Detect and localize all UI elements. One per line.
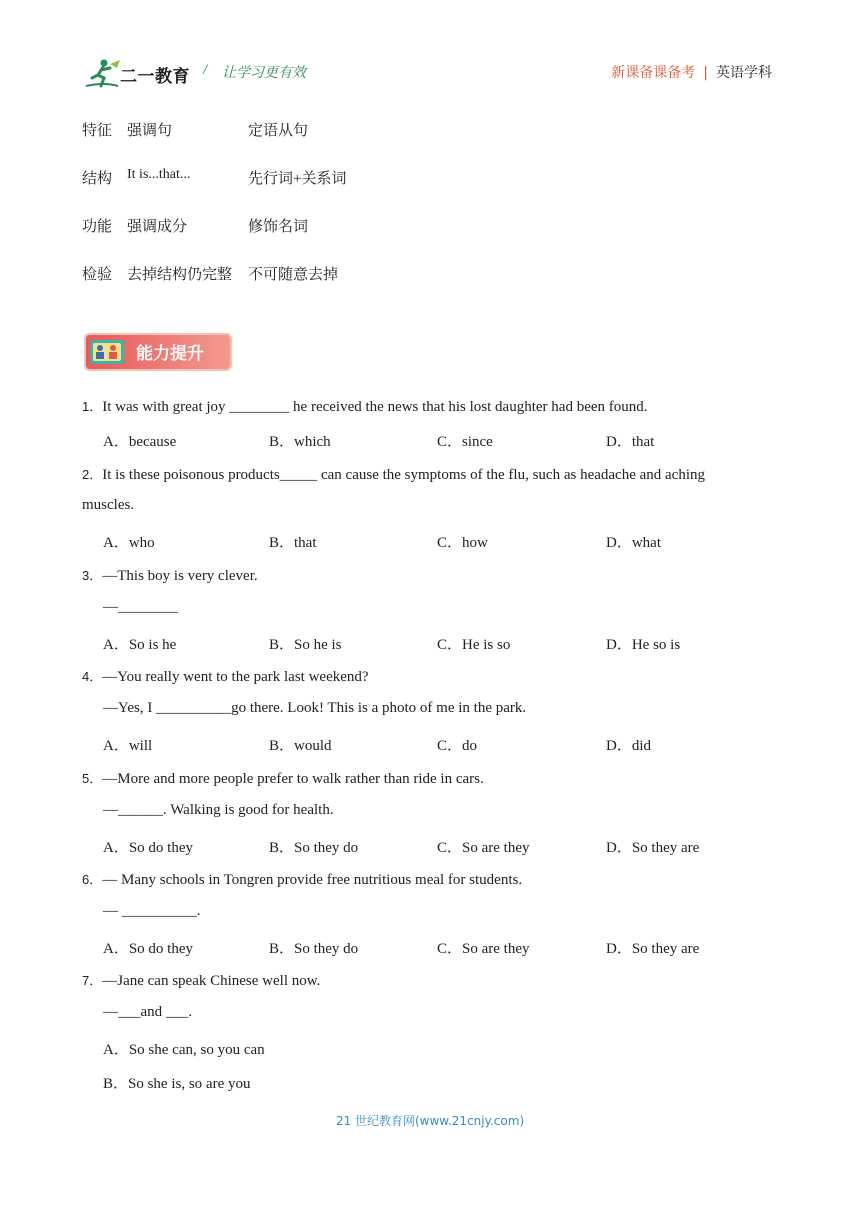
stem-text: —More and more people prefer to walk rather than ride in cars.	[102, 771, 484, 787]
emphatic-cell: 强调成分	[127, 219, 188, 235]
header-separator: |	[703, 65, 708, 81]
course-label: 新课备课备考	[611, 65, 696, 81]
logo-text: 二一教育	[120, 67, 190, 87]
emphatic-cell: It is...that...	[127, 167, 191, 182]
row-label: 特征	[82, 123, 113, 139]
question-stem	[82, 970, 320, 990]
question-number: 7．	[82, 973, 103, 988]
question-stem	[82, 396, 648, 416]
question-number: 4．	[82, 669, 103, 684]
row-label: 结构	[82, 171, 113, 187]
question-stem	[82, 464, 705, 484]
stem-text: — Many schools in Tongren provide free nutritious meal for students.	[102, 872, 523, 888]
page-footer: 21 世纪教育网(www.21cnjy.com)	[335, 1114, 525, 1128]
option-d[interactable]: D．what	[606, 535, 661, 551]
option-b[interactable]: B．which	[269, 434, 331, 450]
stem-text: —This boy is very clever.	[102, 568, 258, 584]
option-b[interactable]: B．So she is, so are you	[103, 1076, 251, 1092]
option-a[interactable]: A．So she can, so you can	[103, 1042, 265, 1058]
question-number: 5．	[82, 771, 103, 786]
option-b[interactable]: B．that	[269, 535, 317, 551]
relative-cell: 定语从句	[248, 123, 309, 139]
option-a[interactable]: A．So do they	[103, 840, 194, 856]
option-d[interactable]: D．did	[606, 738, 652, 754]
slogan: 让学习更有效	[222, 65, 306, 81]
option-b[interactable]: B．So they do	[269, 941, 359, 957]
option-c[interactable]: C．So are they	[437, 941, 530, 957]
subject-label: 英语学科	[716, 65, 772, 81]
option-a[interactable]: A．because	[103, 434, 177, 450]
question-stem	[82, 666, 369, 686]
option-d[interactable]: D．So they are	[606, 840, 700, 856]
section-banner	[84, 333, 232, 371]
option-d[interactable]: D．So they are	[606, 941, 700, 957]
reply-line: —________	[103, 599, 178, 615]
option-a[interactable]: A．will	[103, 738, 153, 754]
stem-text: —Jane can speak Chinese well now.	[102, 973, 321, 989]
reply-line: — __________.	[103, 903, 201, 919]
row-label: 检验	[82, 267, 113, 283]
stem-text: It was with great joy ________ he received the news that his lost daughter had been found.	[102, 399, 648, 415]
option-b[interactable]: B．So he is	[269, 637, 342, 653]
option-c[interactable]: C．since	[437, 434, 493, 450]
stem-text: —You really went to the park last weekend?	[102, 669, 369, 685]
option-c[interactable]: C．He is so	[437, 637, 511, 653]
reply-line: —______. Walking is good for health.	[103, 802, 334, 818]
emphatic-cell: 强调句	[127, 123, 173, 139]
banner-title: 能力提升	[136, 344, 204, 364]
option-a[interactable]: A．So do they	[103, 941, 194, 957]
option-a[interactable]: A．So is he	[103, 637, 177, 653]
relative-cell: 修饰名词	[248, 219, 309, 235]
question-stem	[82, 869, 522, 889]
question-stem	[82, 565, 258, 585]
header-right	[611, 62, 772, 82]
people-board-icon	[90, 340, 124, 364]
option-c[interactable]: C．So are they	[437, 840, 530, 856]
reply-line: —___and ___.	[103, 1004, 193, 1020]
question-number: 6．	[82, 872, 103, 887]
question-number: 1．	[82, 399, 103, 414]
row-label: 功能	[82, 219, 113, 235]
option-d[interactable]: D．He so is	[606, 637, 681, 653]
reply-line: —Yes, I __________go there. Look! This is a photo of me in the park.	[103, 700, 527, 716]
stem-continuation: muscles.	[82, 497, 135, 513]
option-b[interactable]: B．would	[269, 738, 332, 754]
page-header	[0, 0, 860, 100]
question-number: 2．	[82, 467, 103, 482]
option-b[interactable]: B．So they do	[269, 840, 359, 856]
question-number: 3．	[82, 568, 103, 583]
slogan-separator: /	[203, 62, 208, 78]
question-stem	[82, 768, 484, 788]
emphatic-cell: 去掉结构仍完整	[127, 267, 233, 283]
option-a[interactable]: A．who	[103, 535, 155, 551]
relative-cell: 先行词+关系词	[248, 171, 347, 187]
option-c[interactable]: C．do	[437, 738, 478, 754]
stem-text: It is these poisonous products_____ can cause the symptoms of the flu, such as headache and aching	[102, 467, 706, 483]
relative-cell: 不可随意去掉	[248, 267, 339, 283]
option-d[interactable]: D．that	[606, 434, 655, 450]
option-c[interactable]: C．how	[437, 535, 488, 551]
